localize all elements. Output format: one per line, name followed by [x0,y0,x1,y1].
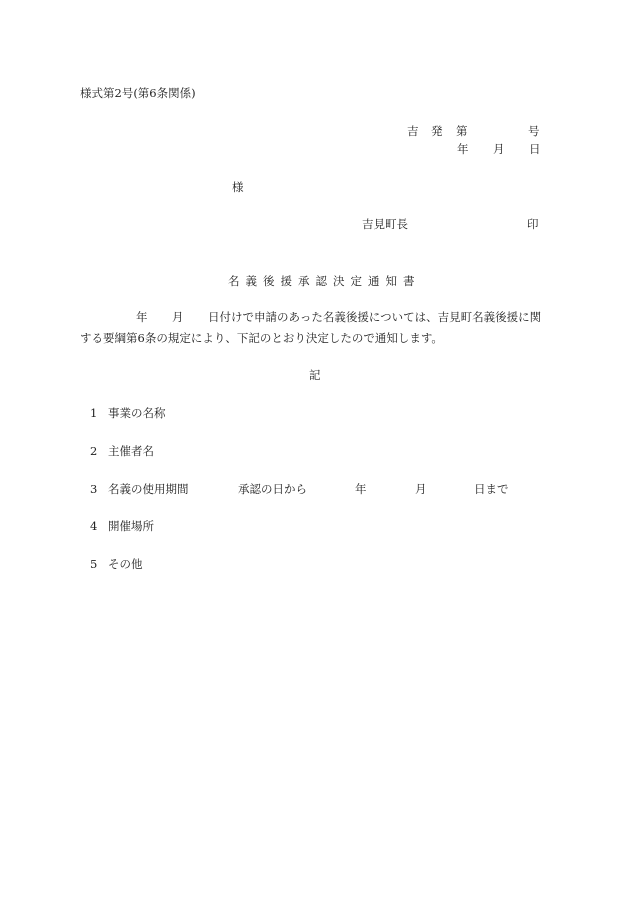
document-title-text: 名義後援承認決定通知書 [228,274,421,288]
item-label: 開催場所 [108,519,154,533]
item-number: 5 [90,557,98,571]
period-from: 承認の日から [238,482,307,496]
body-year: 年 [136,310,148,324]
item-number: 2 [90,444,98,458]
issue-char: 発 [431,124,443,138]
item-label: その他 [108,557,143,571]
item-number: 4 [90,519,98,533]
recipient-honorific: 様 [232,180,244,194]
document-title [228,274,421,288]
item-number: 3 [90,482,98,496]
date-month: 月 [493,142,505,156]
sender-title: 吉見町長 [362,217,408,231]
seal-mark: 印 [527,217,539,231]
body-line2: する要綱第6条の規定により、下記のとおり決定したので通知します。 [80,331,443,345]
period-year: 年 [355,482,367,496]
period-month: 月 [415,482,427,496]
number-prefix: 第 [456,124,468,138]
ki-heading: 記 [309,368,321,382]
date-year: 年 [457,142,469,156]
body-month: 月 [172,310,184,324]
issuer-char: 吉 [407,124,419,138]
item-number: 1 [90,406,98,420]
item-label: 名義の使用期間 [108,482,189,496]
period-until: 日まで [474,482,509,496]
number-suffix: 号 [528,124,540,138]
item-label: 主催者名 [108,444,154,458]
date-day: 日 [529,142,541,156]
body-line1-rest: 日付けで申請のあった名義後援については、吉見町名義後援に関 [208,310,542,324]
item-label: 事業の名称 [108,406,166,420]
form-label: 様式第2号(第6条関係) [80,86,196,100]
